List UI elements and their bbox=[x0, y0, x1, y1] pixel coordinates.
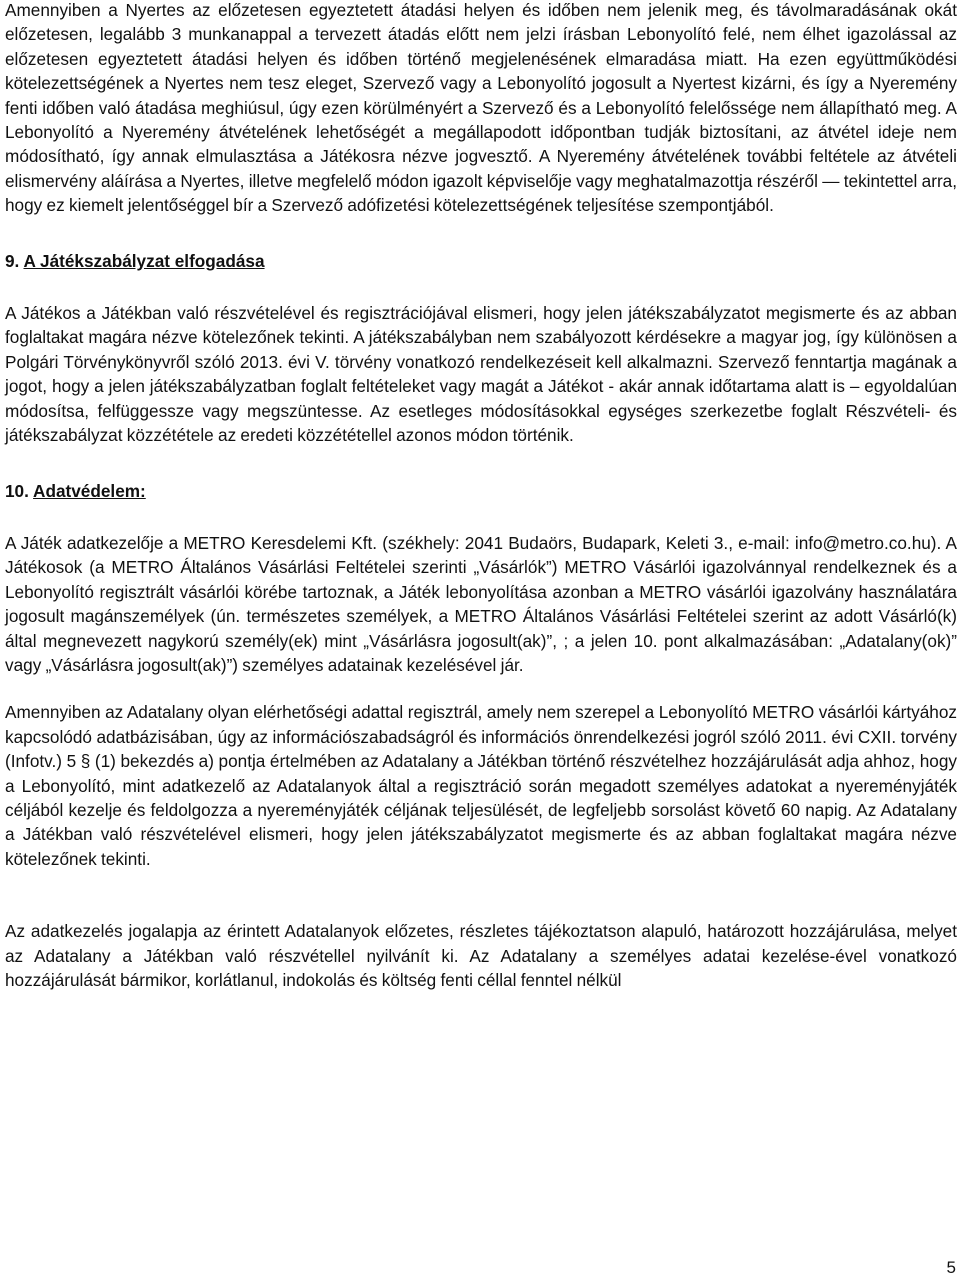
paragraph-rules-acceptance: A Játékos a Játékban való részvételével és regisztrációjával elismeri, hogy jelen játékszabályzatot megismerte és az abban foglaltakat magára nézve kötelezőnek tekinti. A játékszabályban nem szabályozott kérdésekre a magyar jog, így különösen a Polgári Törvénykönyvről szóló 2013. évi V. törvény vonatkozó rendelkezéseit kell alkalmazni. Szervező fenntartja magának a jogot, hogy a jelen játékszabályzatban foglalt feltételeket vagy magát a Játékot - akár annak időtartama alatt is – egyoldalúan módosítsa, felfüggessze vagy megszüntesse. Az esetleges módosításokkal egységes szerkezetbe foglalt Részvételi- és játékszabályzat közzététele az eredeti közzététellel azonos módon történik. bbox=[5, 303, 957, 446]
paragraph-legal-basis: Az adatkezelés jogalapja az érintett Adatalanyok előzetes, részletes tájékoztatson alapuló, határozott hozzájárulása, melyet az Adatalany a Játékban való részvétellel nyilvánít ki. Az Adatalany a személyes adatai kezelése-ével vonatkozó hozzájárulását bármikor, korlátlanul, indokolás és költség fenti céllal fenntel nélkül bbox=[5, 921, 957, 990]
section-title: Adatvédelem: bbox=[33, 480, 146, 501]
page-number: 5 bbox=[946, 1258, 956, 1277]
paragraph-prize-handover: Amennyiben a Nyertes az előzetesen egyeztetett átadási helyen és időben nem jelenik meg, és távolmaradásának okát előzetesen, legalább 3 munkanappal a tervezett átadás előtt nem jelzi írásban Lebonyolító felé, nem élhet igazolással az előzetesen egyeztetett átadási helyen és időben történő megjelenésének elmaradása miatt. Ha ezen együttműködési kötelezettségének a Nyertes nem tesz eleget, Szervező vagy a Lebonyolító jogosult a Nyertest kizárni, és így a Nyeremény fenti időben való átadása meghiúsul, úgy ezen körülményért a Szervező és a Lebonyolító felelőssége nem állapítható meg. A Lebonyolító a Nyeremény átvételének lehetőségét a megállapodott időpontban tudják biztosítani, az átvétel ideje nem módosítható, így annak elmulasztása a Játékosra nézve jogvesztő. A Nyeremény átvételének további feltétele az átvételi elismervény aláírása a Nyertes, illetve megfelelő módon igazolt képviselője vagy meghatalmazottja részéről — tekintettel arra, hogy ez kiemelt jelentőséggel bír a Szervező adófizetési kötelezettségének teljesítése szempontjából. bbox=[5, 0, 957, 216]
section-number: 10. bbox=[5, 480, 29, 501]
section-heading-10 bbox=[5, 479, 957, 503]
section-number: 9. bbox=[5, 250, 20, 271]
section-title: A Játékszabályzat elfogadása bbox=[23, 250, 265, 271]
paragraph-data-consent: Amennyiben az Adatalany olyan elérhetőségi adattal regisztrál, amely nem szerepel a Lebonyolító METRO vásárlói kártyához kapcsolódó adatbázisában, úgy az információszabadságról és információs önrendelkezési jogról szóló 2011. évi CXII. torvény (Infotv.) 5 § (1) bekezdés a) pontja értelmében az Adatalany a Játékban történő részvételhez hozzájárulását adja ahhoz, hogy a Lebonyolító, mint adatkezelő az Adatalanyok által a regisztráció során megadott személyes adatokat a nyereményjáték céljából kezelje és feldolgozza a nyereményjáték céljának teljesülését, de legfeljebb sorsolást követő 60 napig. Az Adatalany a Játékban való részvételével elismeri, hogy jelen játékszabályzatot megismerte és az abban foglaltakat magára nézve kötelezőnek tekinti. bbox=[5, 702, 957, 869]
paragraph-data-controller: A Játék adatkezelője a METRO Keresdelemi Kft. (székhely: 2041 Budaörs, Budapark, Keleti 3., e-mail: info@metro.co.hu). A Játékosok (a METRO Általános Vásárlási Feltételei szerinti „Vásárlók”) METRO Vásárlói igazolvánnyal rendelkeznek és a Lebonyolító regisztrált vásárlói körébe tartoznak, a Játék lebonyolítása azonban a METRO vásárlói igazolvány használatára jogosult magánszemélyek (ún. természetes személyek, a METRO Általános Vásárlási Feltételei szerint az adott Vásárló(k) által megnevezett nagykorú személy(ek) mint „Vásárlásra jogosult(ak)”, ; a jelen 10. pont alkalmazásában: „Adatalany(ok)” vagy „Vásárlásra jogosult(ak)”) személyes adatainak kezelésével jár. bbox=[5, 532, 957, 675]
section-heading-9 bbox=[5, 249, 957, 273]
document-body bbox=[5, 0, 957, 992]
